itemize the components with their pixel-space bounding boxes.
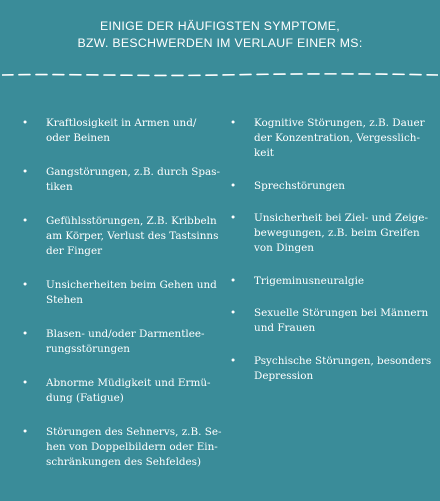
bullet-icon: • — [230, 274, 237, 287]
item-text-line: bewegungen, z.B. beim Greifen — [254, 227, 420, 239]
item-text-line: Unsicherheit bei Ziel- und Zeige- — [254, 212, 428, 224]
item-text-line: Gefühlsstörungen, Z.B. Kribbeln — [46, 215, 217, 227]
list-item — [22, 165, 221, 195]
item-text-line: Blasen- und/oder Darmentlee- — [46, 328, 205, 340]
item-text-line: Abnorme Müdigkeit und Ermü- — [46, 377, 211, 389]
item-text-line: Störungen des Sehnervs, z.B. Se- — [46, 426, 222, 438]
item-text-line: am Körper, Verlust des Tastsinns — [46, 230, 219, 242]
symptom-list-right — [230, 116, 430, 401]
bullet-icon: • — [22, 215, 29, 227]
bullet-icon: • — [22, 377, 29, 389]
item-text-line: Gangstörungen, z.B. durch Spas- — [46, 166, 221, 178]
item-text-line: von Dingen — [254, 242, 314, 254]
bullet-icon: • — [22, 279, 29, 291]
list-item — [230, 274, 430, 289]
item-text-line: hen von Doppelbildern oder Ein- — [46, 441, 218, 453]
bullet-icon: • — [230, 354, 237, 367]
list-item — [230, 306, 430, 336]
item-text-line: der Konzentration, Vergesslich- — [254, 132, 421, 144]
item-text-line: dung (Fatigue) — [46, 392, 124, 404]
item-text-line: Kognitive Störungen, z.B. Dauer — [254, 117, 425, 129]
bullet-icon: • — [22, 328, 29, 340]
item-text-line: tiken — [46, 181, 73, 193]
item-text-line: Stehen — [46, 294, 83, 306]
item-text-line: oder Beinen — [46, 132, 110, 144]
list-item — [22, 278, 217, 308]
item-text-line: der Finger — [46, 245, 103, 257]
item-text-line: schränkungen des Sehfeldes) — [46, 456, 202, 468]
list-item — [22, 116, 212, 146]
item-text-line: Trigeminusneuralgie — [254, 274, 365, 287]
list-item — [230, 116, 430, 161]
item-text-line: rungsstörungen — [46, 343, 130, 355]
item-text-line: keit — [254, 147, 274, 159]
item-text-line: Unsicherheiten beim Gehen und — [46, 279, 217, 291]
bullet-icon: • — [230, 117, 237, 129]
bullet-icon: • — [230, 212, 237, 224]
bullet-icon: • — [230, 179, 237, 192]
bullet-icon: • — [230, 307, 237, 319]
list-item — [230, 211, 430, 256]
list-item — [22, 425, 222, 470]
list-item — [22, 214, 219, 259]
item-text-line: Psychische Störungen, besonders — [254, 354, 432, 367]
bullet-icon: • — [22, 426, 29, 438]
bullet-icon: • — [22, 166, 29, 178]
item-text-line: Sexuelle Störungen bei Männern — [254, 307, 429, 319]
title-line-1: EINIGE DER HÄUFIGSTEN SYMPTOME, — [99, 19, 340, 33]
page-title — [0, 18, 440, 52]
symptom-list-left — [22, 116, 222, 489]
title-line-2: BZW. BESCHWERDEN IM VERLAUF EINER MS: — [77, 36, 363, 50]
item-text-line: und Frauen — [254, 322, 316, 334]
bullet-icon: • — [22, 117, 29, 129]
dashed-divider — [2, 71, 438, 79]
list-item — [22, 327, 212, 357]
item-text-line: Kraftlosigkeit in Armen und/ — [46, 117, 197, 129]
item-text-line: Depression — [254, 369, 314, 382]
item-text-line: Sprechstörungen — [254, 179, 346, 192]
list-item — [22, 376, 212, 406]
list-item — [230, 179, 430, 194]
list-item — [230, 354, 430, 384]
